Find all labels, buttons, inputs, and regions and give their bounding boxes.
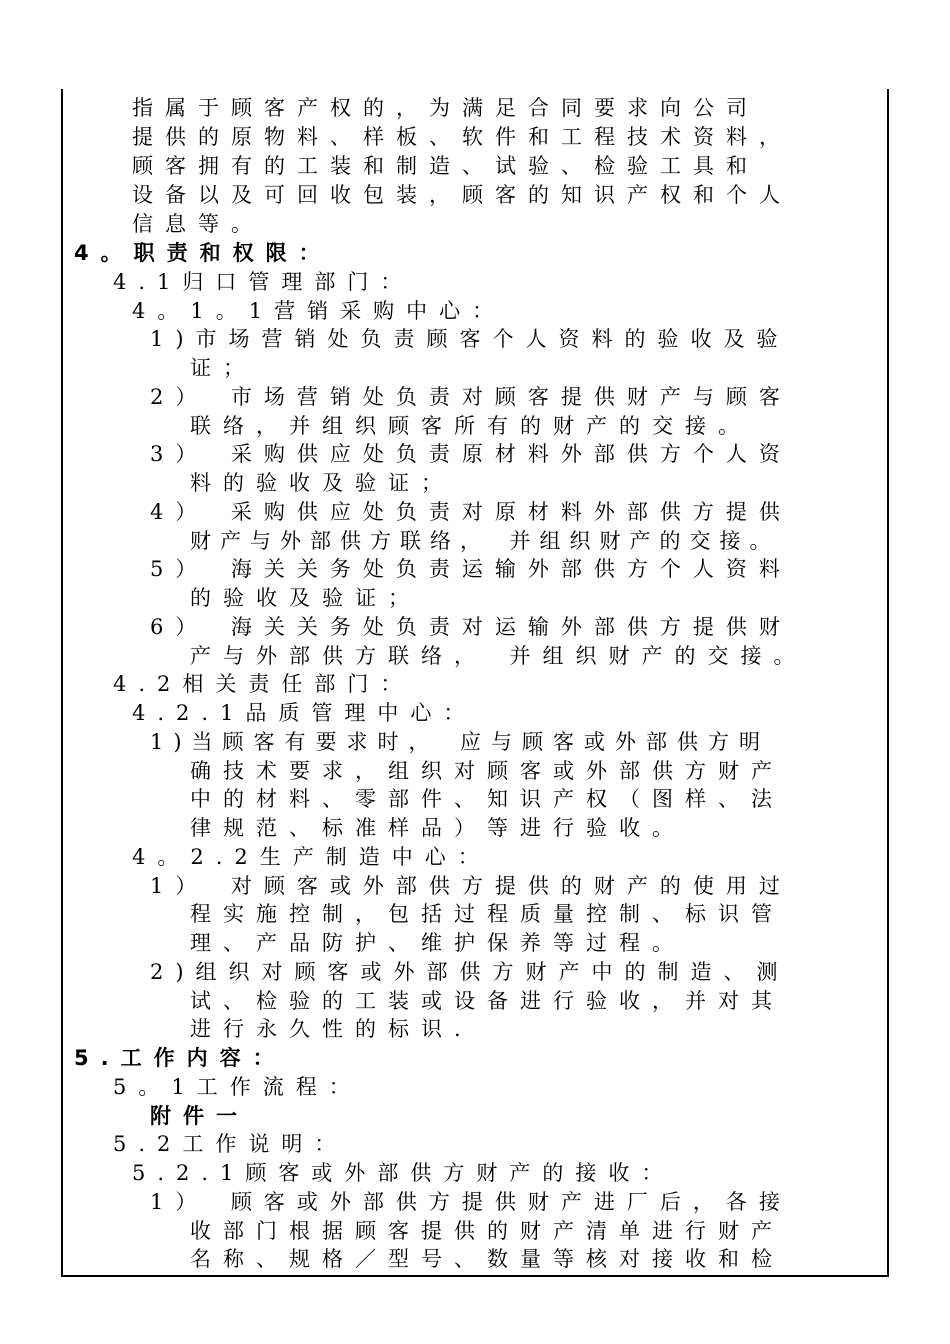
list-item: 4） 采购供应处负责对原材料外部供方提供 <box>150 500 792 524</box>
list-item: 2） 市场营销处负责对顾客提供财产与顾客 <box>150 385 792 409</box>
subsection-heading: 4.1归口管理部门： <box>113 270 414 294</box>
list-item: 5） 海关关务处负责运输外部供方个人资料 <box>150 557 792 581</box>
text-line: 确技术要求，组织对顾客或外部供方财产 <box>190 759 784 783</box>
list-item: 1） 顾客或外部供方提供财产进厂后，各接 <box>150 1190 792 1214</box>
subsection-heading: 5。1工作流程： <box>113 1075 362 1099</box>
subsection-heading: 4。2.2生产制造中心： <box>132 845 491 869</box>
list-item: 1） 对顾客或外部供方提供的财产的使用过 <box>150 874 792 898</box>
text-line: 顾客拥有的工装和制造、试验、检验工具和 <box>132 154 759 178</box>
text-line: 理、产品防护、维护保养等过程。 <box>190 931 685 955</box>
section-heading: 5.工作内容： <box>74 1046 286 1070</box>
subsection-heading: 4.2.1品质管理中心： <box>132 701 477 725</box>
text-line: 联络，并组织顾客所有的财产的交接。 <box>190 414 751 438</box>
section-heading: 4。职责和权限： <box>74 241 332 265</box>
text-line: 指属于顾客产权的，为满足合同要求向公司 <box>132 96 759 120</box>
text-line: 财产与外部供方联络， 并组织财产的交接。 <box>190 529 780 553</box>
text-line: 试、检验的工装或设备进行验收，并对其 <box>190 989 784 1013</box>
subsection-heading: 4。1。1营销采购中心： <box>132 299 506 323</box>
text-line: 信息等。 <box>132 212 264 236</box>
subsection-heading: 5.2.1顾客或外部供方财产的接收： <box>132 1161 675 1185</box>
subsection-heading: 5.2工作说明： <box>113 1132 348 1156</box>
subsection-heading: 4.2相关责任部门： <box>113 672 414 696</box>
text-line: 产与外部供方联络， 并组织财产的交接。 <box>190 644 807 668</box>
text-line: 的验收及验证； <box>190 586 421 610</box>
text-line: 提供的原物料、样板、软件和工程技术资料， <box>132 125 792 149</box>
list-item: 2)组织对顾客或外部供方财产中的制造、测 <box>150 960 790 984</box>
text-line: 程实施控制，包括过程质量控制、标识管 <box>190 902 784 926</box>
list-item: 3） 采购供应处负责原材料外部供方个人资 <box>150 442 792 466</box>
text-line: 料的验收及验证； <box>190 471 454 495</box>
text-line: 中的材料、零部件、知识产权（图样、法 <box>190 787 784 811</box>
text-line: 律规范、标准样品）等进行验收。 <box>190 816 685 840</box>
text-line: 设备以及可回收包装，顾客的知识产权和个人 <box>132 183 792 207</box>
text-line: 收部门根据顾客提供的财产清单进行财产 <box>190 1219 784 1243</box>
list-item: 6） 海关关务处负责对运输外部供方提供财 <box>150 615 792 639</box>
attachment-label: 附件一 <box>150 1104 249 1128</box>
text-line: 证； <box>190 356 256 380</box>
list-item: 1)当顾客有要求时， 应与顾客或外部供方明 <box>150 730 771 754</box>
list-item: 1)市场营销处负责顾客个人资料的验收及验 <box>150 327 790 351</box>
text-line: 名称、规格／型号、数量等核对接收和检 <box>190 1247 784 1271</box>
text-line: 进行永久性的标识. <box>190 1017 473 1041</box>
